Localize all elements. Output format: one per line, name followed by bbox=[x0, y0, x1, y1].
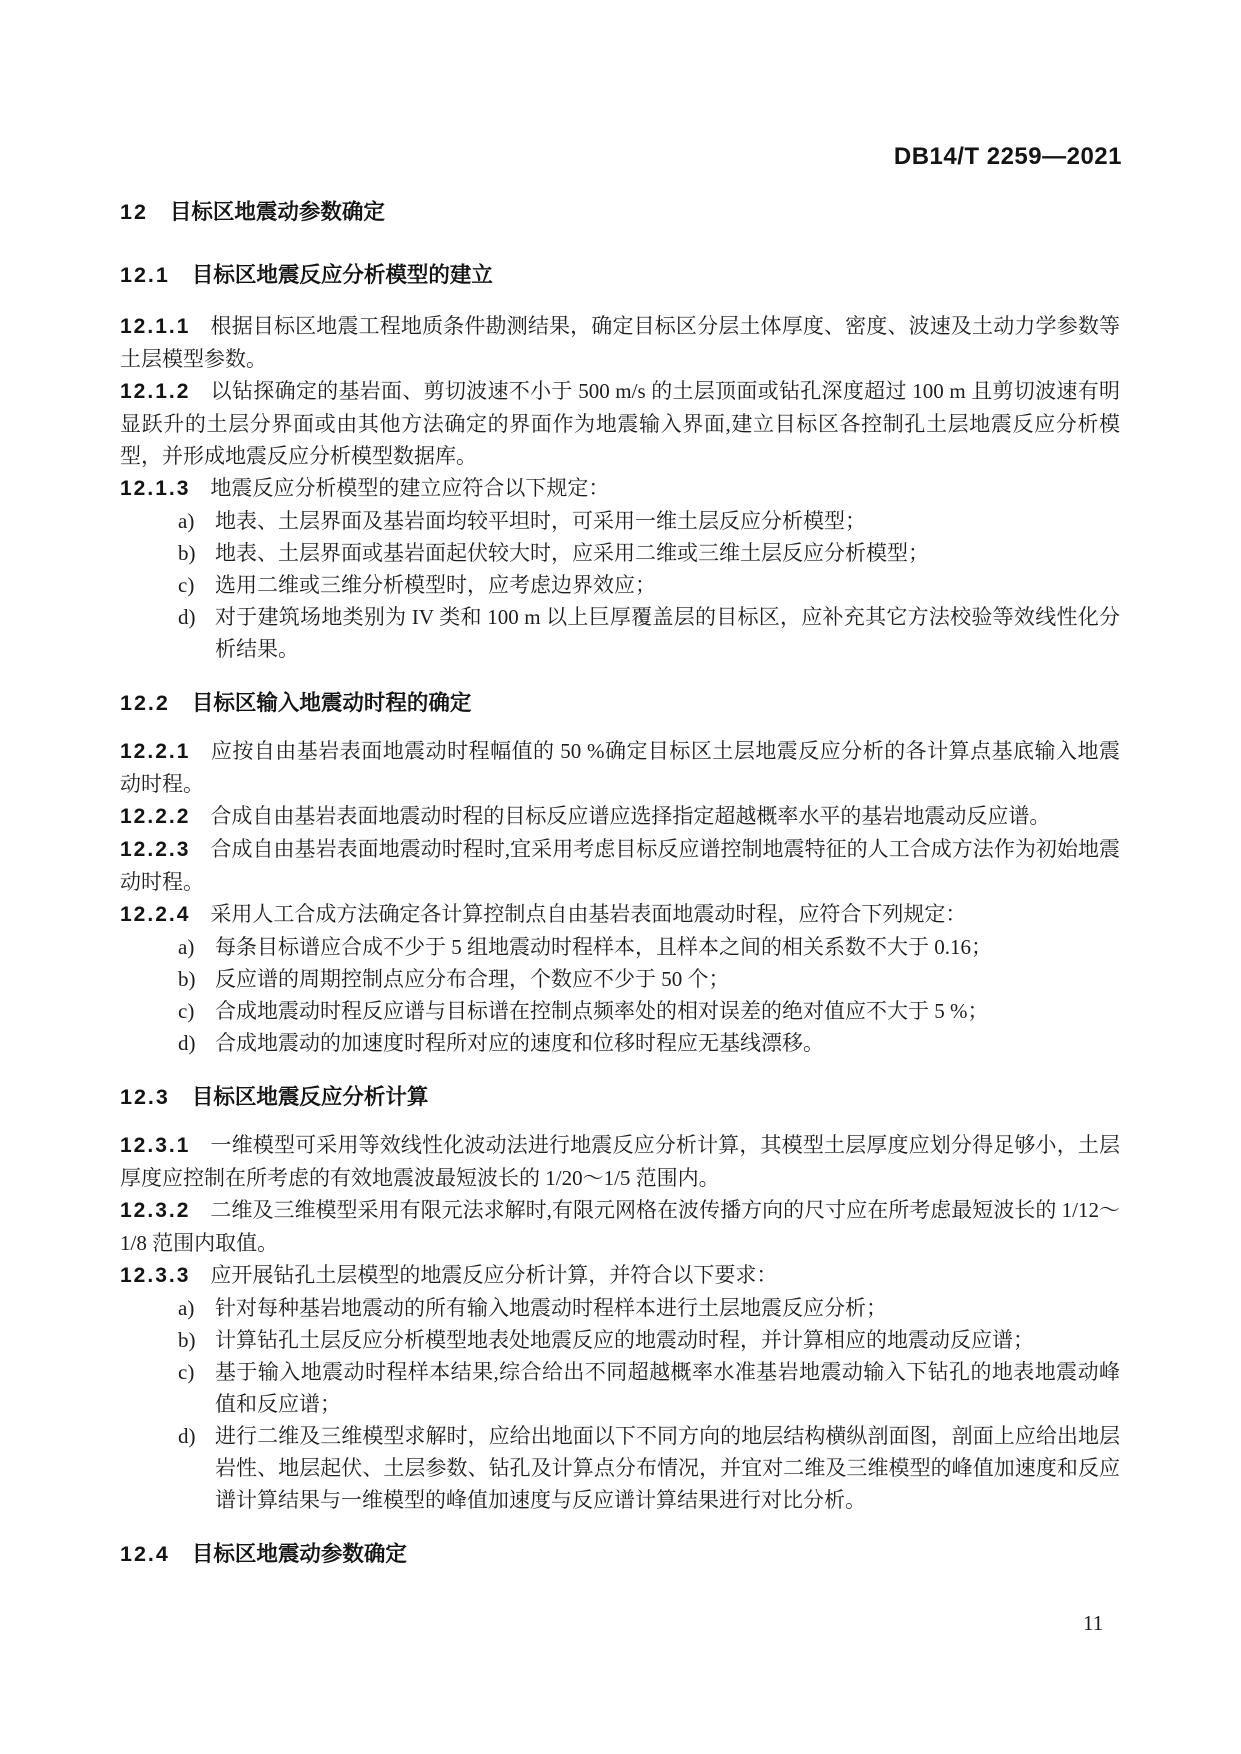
clause-12-3-1 bbox=[120, 1129, 1120, 1194]
list-item-letter: d) bbox=[178, 605, 196, 629]
section-12-heading bbox=[120, 196, 1120, 228]
section-12-3-number: 12.3 bbox=[120, 1085, 170, 1109]
list-item bbox=[120, 569, 1120, 601]
list-item-text: 合成地震动时程反应谱与目标谱在控制点频率处的相对误差的绝对值应不大于 5 %； bbox=[215, 999, 989, 1023]
clause-12-3-1-number: 12.3.1 bbox=[120, 1134, 191, 1157]
section-12-4-title: 目标区地震动参数确定 bbox=[191, 1542, 407, 1566]
list-item bbox=[120, 963, 1120, 995]
page-number: 11 bbox=[1083, 1611, 1104, 1635]
list-item-text: 针对每种基岩地震动的所有输入地震动时程样本进行土层地震反应分析； bbox=[215, 1296, 887, 1320]
section-12-number: 12 bbox=[120, 200, 148, 224]
clause-12-1-2-number: 12.1.2 bbox=[120, 380, 191, 403]
clause-12-3-3-text: 应开展钻孔土层模型的地震反应分析计算，并符合以下要求： bbox=[210, 1263, 778, 1287]
clause-12-2-2-text: 合成自由基岩表面地震动时程的目标反应谱应选择指定超越概率水平的基岩地震动反应谱。 bbox=[210, 804, 1051, 828]
list-item-letter: c) bbox=[178, 999, 195, 1023]
section-12-title: 目标区地震动参数确定 bbox=[169, 200, 385, 224]
clause-12-1-1-number: 12.1.1 bbox=[120, 315, 191, 338]
page-content bbox=[120, 196, 1120, 1570]
list-item-letter: b) bbox=[178, 1328, 196, 1352]
section-12-3-heading bbox=[120, 1081, 1120, 1113]
list-item-text: 每条目标谱应合成不少于 5 组地震动时程样本，且样本之间的相关系数不大于 0.16； bbox=[215, 935, 992, 959]
clause-12-2-2 bbox=[120, 800, 1120, 833]
list-item-letter: d) bbox=[178, 1424, 196, 1448]
list-item-text: 地表、土层界面或基岩面起伏较大时，应采用二维或三维土层反应分析模型； bbox=[215, 541, 929, 565]
clause-12-2-3-text: 合成自由基岩表面地震动时程时,宜采用考虑目标反应谱控制地震特征的人工合成方法作为初始地震动时程。 bbox=[120, 837, 1120, 894]
list-item-letter: d) bbox=[178, 1031, 196, 1055]
section-12-4-number: 12.4 bbox=[120, 1542, 170, 1566]
section-12-2-heading bbox=[120, 687, 1120, 719]
doc-code-header: DB14/T 2259—2021 bbox=[893, 143, 1122, 170]
section-12-4-heading bbox=[120, 1538, 1120, 1570]
list-item bbox=[120, 995, 1120, 1027]
clause-12-2-1 bbox=[120, 735, 1120, 800]
section-12-2-number: 12.2 bbox=[120, 691, 170, 715]
section-12-1-number: 12.1 bbox=[120, 263, 170, 287]
clause-12-1-3-number: 12.1.3 bbox=[120, 477, 191, 500]
list-item-text: 选用二维或三维分析模型时，应考虑边界效应； bbox=[215, 573, 656, 597]
clause-12-3-2-number: 12.3.2 bbox=[120, 1199, 191, 1222]
list-item bbox=[120, 505, 1120, 537]
list-item-letter: a) bbox=[178, 509, 195, 533]
clause-12-3-1-text: 一维模型可采用等效线性化波动法进行地震反应分析计算，其模型土层厚度应划分得足够小，土层厚度应控制在所考虑的有效地震波最短波长的 1/20～1/5 范围内。 bbox=[120, 1133, 1120, 1190]
section-12-1-heading bbox=[120, 259, 1120, 291]
clause-12-2-2-number: 12.2.2 bbox=[120, 805, 191, 828]
clause-12-3-2-text: 二维及三维模型采用有限元法求解时,有限元网格在波传播方向的尺寸应在所考虑最短波长的 1/12～1/8 范围内取值。 bbox=[120, 1198, 1120, 1255]
clause-12-3-3-number: 12.3.3 bbox=[120, 1264, 191, 1287]
list-item-letter: b) bbox=[178, 967, 196, 991]
list-item-text: 基于输入地震动时程样本结果,综合给出不同超越概率水准基岩地震动输入下钻孔的地表地震动峰值和反应谱； bbox=[215, 1360, 1120, 1416]
list-item bbox=[120, 931, 1120, 963]
clause-12-3-3 bbox=[120, 1259, 1120, 1292]
list-item bbox=[120, 537, 1120, 569]
list-item-letter: a) bbox=[178, 935, 195, 959]
list-item-letter: c) bbox=[178, 1360, 195, 1384]
list-item bbox=[120, 1027, 1120, 1059]
list-item-text: 合成地震动的加速度时程所对应的速度和位移时程应无基线漂移。 bbox=[215, 1031, 824, 1055]
clause-12-1-3-text: 地震反应分析模型的建立应符合以下规定： bbox=[210, 476, 610, 500]
clause-12-1-1 bbox=[120, 310, 1120, 375]
clause-12-2-3 bbox=[120, 833, 1120, 898]
section-12-1-title: 目标区地震反应分析模型的建立 bbox=[191, 263, 493, 287]
clause-12-2-4-text: 采用人工合成方法确定各计算控制点自由基岩表面地震动时程，应符合下列规定： bbox=[210, 902, 967, 926]
clause-12-1-2 bbox=[120, 375, 1120, 472]
list-item-text: 反应谱的周期控制点应分布合理，个数应不少于 50 个； bbox=[215, 967, 730, 991]
list-item bbox=[120, 1420, 1120, 1516]
clause-12-1-2-text: 以钻探确定的基岩面、剪切波速不小于 500 m/s 的土层顶面或钻孔深度超过 100 m 且剪切波速有明显跃升的土层分界面或由其他方法确定的界面作为地震输入界面,建立目标区各控制孔土层地震反应分析模型，并形成地震反应分析模型数据库。 bbox=[120, 379, 1120, 468]
list-item-text: 进行二维及三维模型求解时，应给出地面以下不同方向的地层结构横纵剖面图，剖面上应给出地层岩性、地层起伏、土层参数、钻孔及计算点分布情况，并宜对二维及三维模型的峰值加速度和反应谱计算结果与一维模型的峰值加速度与反应谱计算结果进行对比分析。 bbox=[215, 1424, 1120, 1512]
list-item-text: 地表、土层界面及基岩面均较平坦时，可采用一维土层反应分析模型； bbox=[215, 509, 866, 533]
clause-12-2-1-text: 应按自由基岩表面地震动时程幅值的 50 %确定目标区土层地震反应分析的各计算点基底输入地震动时程。 bbox=[120, 739, 1120, 796]
clause-12-3-2 bbox=[120, 1194, 1120, 1259]
list-item-letter: c) bbox=[178, 573, 195, 597]
list-item-letter: a) bbox=[178, 1296, 195, 1320]
clause-12-1-3 bbox=[120, 472, 1120, 505]
section-12-3-title: 目标区地震反应分析计算 bbox=[191, 1085, 429, 1109]
list-item bbox=[120, 1324, 1120, 1356]
clause-12-2-1-number: 12.2.1 bbox=[120, 740, 191, 763]
clause-12-2-4-number: 12.2.4 bbox=[120, 903, 191, 926]
clause-12-2-4 bbox=[120, 898, 1120, 931]
list-item-text: 计算钻孔土层反应分析模型地表处地震反应的地震动时程，并计算相应的地震动反应谱； bbox=[215, 1328, 1034, 1352]
section-12-2-title: 目标区输入地震动时程的确定 bbox=[191, 691, 472, 715]
clause-12-1-1-text: 根据目标区地震工程地质条件勘测结果，确定目标区分层土体厚度、密度、波速及土动力学参数等土层模型参数。 bbox=[120, 314, 1120, 371]
list-item bbox=[120, 601, 1120, 665]
list-item-letter: b) bbox=[178, 541, 196, 565]
list-item bbox=[120, 1356, 1120, 1420]
list-item bbox=[120, 1292, 1120, 1324]
clause-12-2-3-number: 12.2.3 bbox=[120, 838, 191, 861]
list-item-text: 对于建筑场地类别为 IV 类和 100 m 以上巨厚覆盖层的目标区，应补充其它方法校验等效线性化分析结果。 bbox=[215, 605, 1120, 661]
